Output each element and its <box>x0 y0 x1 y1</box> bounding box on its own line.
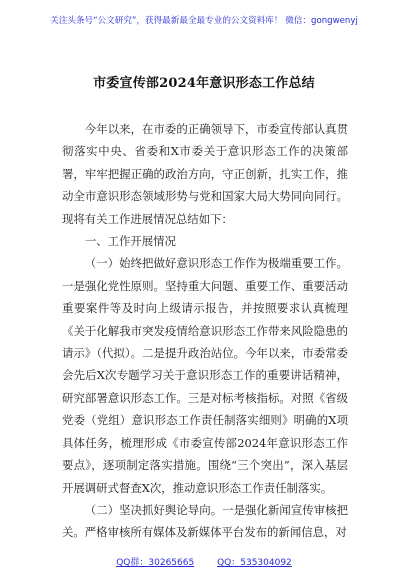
paragraph-intro: 今年以来，在市委的正确领导下，市委宣传部认真贯彻落实中央、省委和X市委关于意识形态工作的决策部署，牢牢把握正确的政治方向，守正创新，扎实工作，推动全市意识形态领域形势与党和国家大局大势同向同行。现将有关工作进展情况总结如下： <box>62 122 348 226</box>
document-body <box>62 118 348 544</box>
document-title: 市委宣传部2024年意识形态工作总结 <box>93 76 315 91</box>
paragraph-section-1: （一）始终把做好意识形态工作作为极端重要工作。一是强化党性原则。坚持重大问题、重要工作、重要活动重要案件等及时向上级请示报告，并按照要求认真梳理《关于化解我市突发疫情给意识形态工作带来风险隐患的请示》（代拟）。二是提升政治站位。今年以来，市委常委会先后X次专题学习关于意识形态工作的重要讲话精神，研究部署意识形态工作。三是对标考核指标。对照《省级党委（党组）意识形态工作责任制落实细则》明确的X项具体任务，梳理形成《市委宣传部2024年意识形态工作要点》，逐项制定落实措施。围绕“三个突出”，深入基层开展调研式督查X次，推动意识形态工作责任制落实。 <box>62 256 348 495</box>
top-promo-banner: 关注头条号“公文研究”，获得最新最全最专业的公文资料库！ 微信：gongwenyj <box>50 16 358 26</box>
paragraph-section-2: （二）坚决抓好舆论导向。一是强化新闻宣传审核把关。严格审核所有媒体及新媒体平台发布的新闻信息，对 <box>62 502 348 540</box>
qq-contact-link[interactable]: QQ：535304092 <box>217 558 292 568</box>
section-heading: 一、工作开展情况 <box>84 234 176 249</box>
bottom-contact-banner <box>0 555 408 568</box>
qq-group-link[interactable]: QQ群：30265665 <box>116 558 195 568</box>
